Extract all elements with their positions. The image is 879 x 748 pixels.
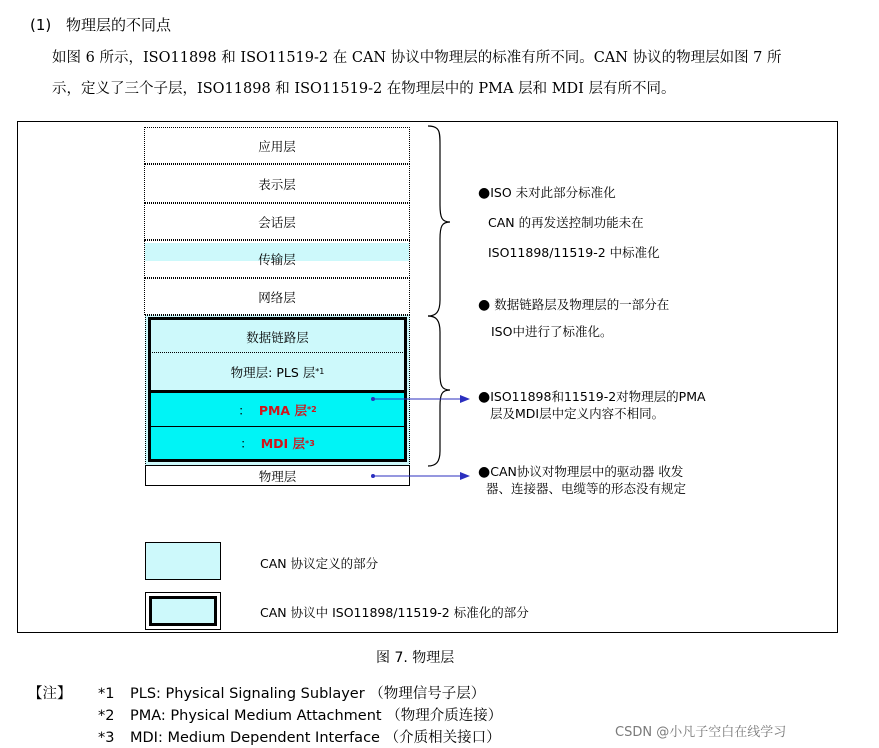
arrow-pma-head xyxy=(460,395,470,403)
note-2-text-1: 数据链路层及物理层的一部分在 xyxy=(494,297,670,312)
arrow-phys-head xyxy=(460,472,470,480)
watermark: CSDN @小凡子空白在线学习 xyxy=(615,725,787,740)
layer-mdi-label: MDI 层 xyxy=(260,436,306,451)
note-2-line-1 xyxy=(478,295,669,313)
legend-swatch-iso-inner xyxy=(149,596,217,626)
note-3-line-2: 层及MDI层中定义内容不相同。 xyxy=(490,406,665,421)
layer-physical-label: 物理层 xyxy=(258,468,297,484)
footnote-1-text: PLS: Physical Signaling Sublayer （物理信号子层） xyxy=(130,686,486,702)
layer-pls-label: 物理层: PLS 层 xyxy=(230,364,316,380)
section-number: (1) xyxy=(30,16,52,34)
bullet: ● xyxy=(478,389,491,405)
brace-lower xyxy=(428,316,450,466)
note-4-line-2: 器、连接器、电缆等的形态没有规定 xyxy=(486,481,687,496)
figure-caption: 图 7. 物理层 xyxy=(376,650,455,666)
footnote-label: 【注】 xyxy=(28,686,72,702)
layer-transport-label: 传输层 xyxy=(258,252,296,267)
footnote-2-text: PMA: Physical Medium Attachment （物理介质连接） xyxy=(130,708,503,724)
note-1-text-1: ISO 未对此部分标准化 xyxy=(490,185,616,200)
layer-session-label: 会话层 xyxy=(258,214,296,230)
footnote-3 xyxy=(98,726,501,747)
layer-network-label: 网络层 xyxy=(258,289,296,305)
legend-text-can: CAN 协议定义的部分 xyxy=(260,556,379,571)
brace-upper xyxy=(428,126,450,316)
pma-footnote-mark: *2 xyxy=(306,405,317,414)
footnote-1 xyxy=(98,682,485,703)
mdi-colon: ： xyxy=(240,436,253,451)
pma-colon: ： xyxy=(238,402,251,418)
layer-pma-label: PMA 层 xyxy=(258,402,307,418)
footnote-3-mark: *3 xyxy=(98,730,115,746)
legend-swatch-iso xyxy=(145,592,221,630)
layer-presentation-label: 表示层 xyxy=(258,176,296,192)
bullet: ● xyxy=(478,464,491,480)
section-title: 物理层的不同点 xyxy=(66,16,172,34)
note-4-text-1: CAN协议对物理层中的驱动器 收发 xyxy=(490,464,684,479)
footnote-3-text: MDI: Medium Dependent Interface （介质相关接口） xyxy=(130,730,501,746)
paragraph-line-1: 如图 6 所示，ISO11898 和 ISO11519-2 在 CAN 协议中物理层的标准有所不同。CAN 协议的物理层如图 7 所 xyxy=(52,50,782,66)
layer-application-label: 应用层 xyxy=(258,138,296,154)
pls-footnote-mark: *1 xyxy=(315,367,325,376)
footnote-2-mark: *2 xyxy=(98,708,115,724)
layer-datalink-label: 数据链路层 xyxy=(246,329,309,345)
mdi-footnote-mark: *3 xyxy=(305,438,315,448)
footnote-2 xyxy=(98,704,502,725)
bullet: ● xyxy=(478,185,491,201)
note-1-line-1 xyxy=(478,183,616,201)
note-3-text-1: ISO11898和11519-2对物理层的PMA xyxy=(490,389,706,404)
note-1-line-3: ISO11898/11519-2 中标准化 xyxy=(488,245,660,260)
note-4-line-1 xyxy=(478,462,683,480)
footnote-1-mark: *1 xyxy=(98,686,115,702)
note-1-line-2: CAN 的再发送控制功能未在 xyxy=(488,215,644,230)
paragraph-line-2: 示，定义了三个子层，ISO11898 和 ISO11519-2 在物理层中的 PMA 层和 MDI 层有所不同。 xyxy=(52,81,676,97)
bullet: ● xyxy=(478,297,491,313)
note-2-line-2: ISO中进行了标准化。 xyxy=(491,324,613,339)
legend-swatch-can xyxy=(145,542,221,580)
note-3-line-1 xyxy=(478,387,706,405)
legend-text-iso: CAN 协议中 ISO11898/11519-2 标准化的部分 xyxy=(260,605,529,620)
